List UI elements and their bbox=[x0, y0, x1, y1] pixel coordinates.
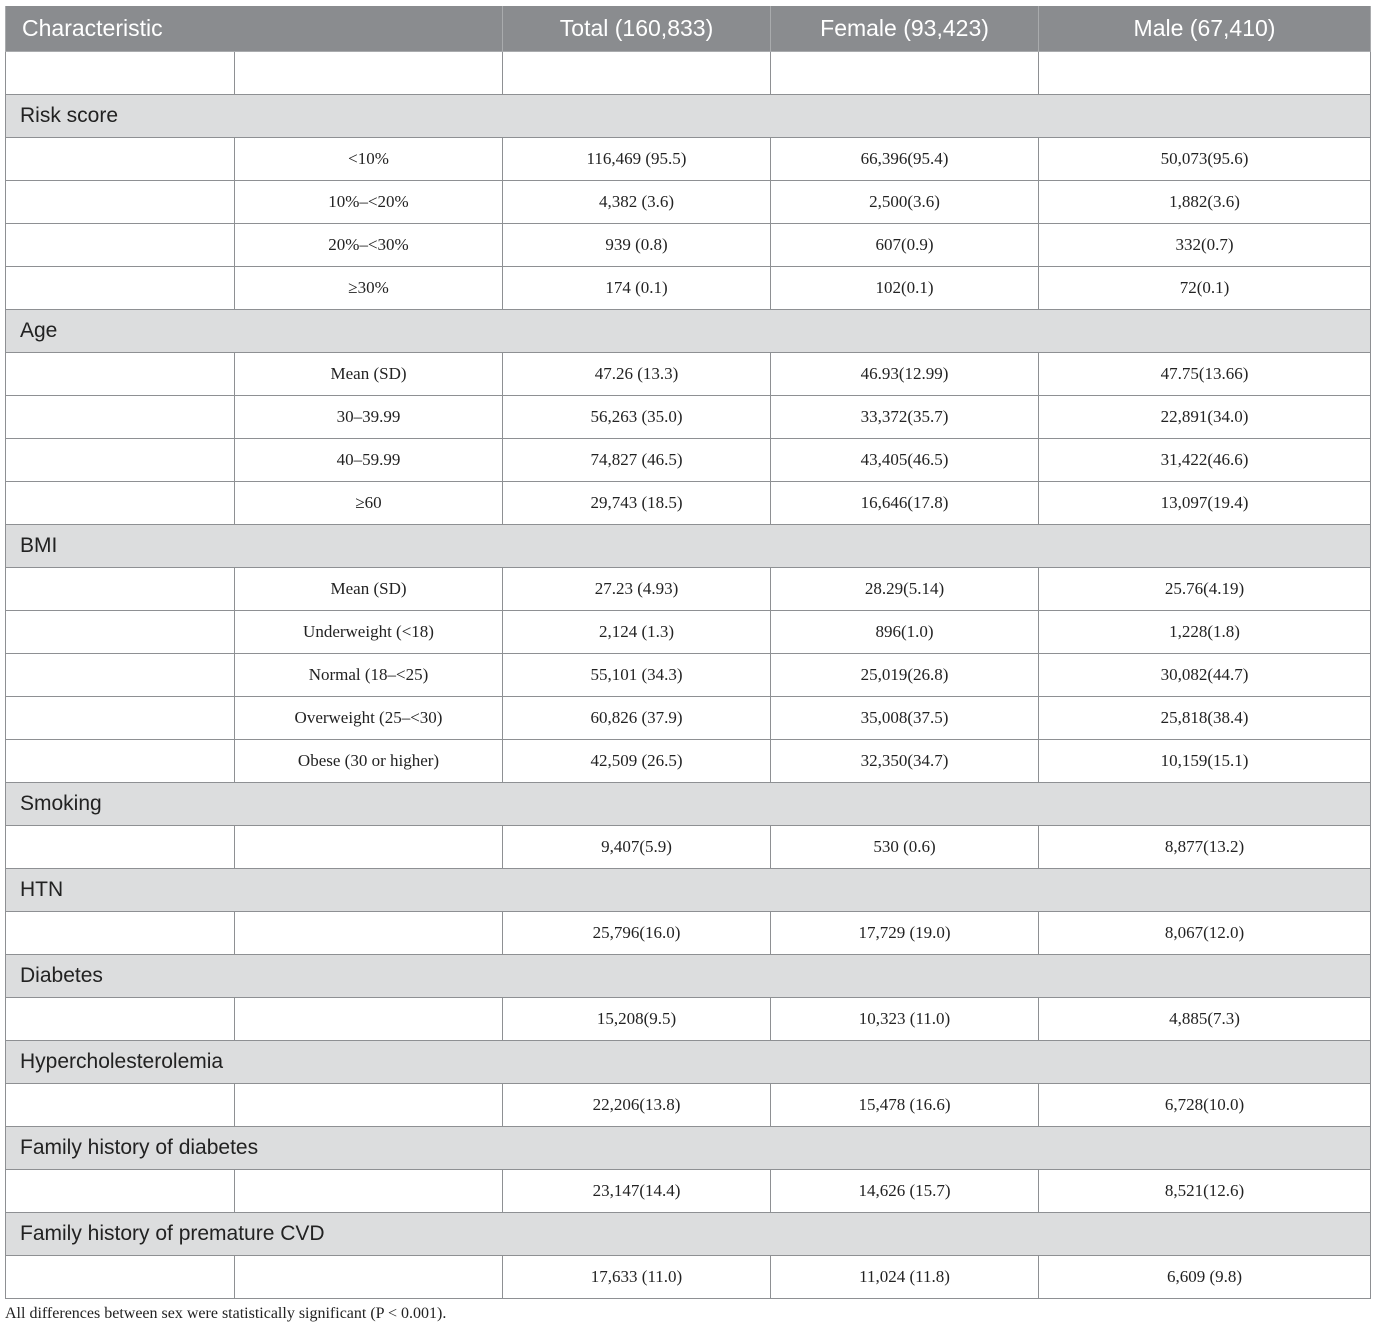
blank-row bbox=[6, 52, 1371, 95]
female-cell: 896(1.0) bbox=[771, 611, 1039, 654]
section-row bbox=[6, 1213, 1371, 1256]
empty-cell bbox=[6, 482, 235, 525]
subcategory-cell bbox=[235, 1170, 503, 1213]
female-cell: 66,396(95.4) bbox=[771, 138, 1039, 181]
total-cell: 29,743 (18.5) bbox=[503, 482, 771, 525]
male-cell: 1,228(1.8) bbox=[1039, 611, 1371, 654]
subcategory-cell: ≥30% bbox=[235, 267, 503, 310]
section-label: Hypercholesterolemia bbox=[6, 1041, 1371, 1084]
total-cell: 56,263 (35.0) bbox=[503, 396, 771, 439]
male-cell: 31,422(46.6) bbox=[1039, 439, 1371, 482]
empty-cell bbox=[6, 697, 235, 740]
header-characteristic: Characteristic bbox=[6, 6, 503, 52]
female-cell: 28.29(5.14) bbox=[771, 568, 1039, 611]
subcategory-cell: 40–59.99 bbox=[235, 439, 503, 482]
subcategory-cell bbox=[235, 912, 503, 955]
blank-cell bbox=[1039, 52, 1371, 95]
female-cell: 15,478 (16.6) bbox=[771, 1084, 1039, 1127]
male-cell: 10,159(15.1) bbox=[1039, 740, 1371, 783]
blank-cell bbox=[235, 52, 503, 95]
section-row bbox=[6, 1127, 1371, 1170]
subcategory-cell: ≥60 bbox=[235, 482, 503, 525]
male-cell: 22,891(34.0) bbox=[1039, 396, 1371, 439]
total-cell: 939 (0.8) bbox=[503, 224, 771, 267]
empty-cell bbox=[6, 740, 235, 783]
female-cell: 11,024 (11.8) bbox=[771, 1256, 1039, 1299]
empty-cell bbox=[6, 396, 235, 439]
male-cell: 30,082(44.7) bbox=[1039, 654, 1371, 697]
total-cell: 15,208(9.5) bbox=[503, 998, 771, 1041]
section-label: Family history of premature CVD bbox=[6, 1213, 1371, 1256]
total-cell: 23,147(14.4) bbox=[503, 1170, 771, 1213]
male-cell: 8,067(12.0) bbox=[1039, 912, 1371, 955]
empty-cell bbox=[6, 912, 235, 955]
subcategory-cell bbox=[235, 826, 503, 869]
male-cell: 72(0.1) bbox=[1039, 267, 1371, 310]
male-cell: 8,521(12.6) bbox=[1039, 1170, 1371, 1213]
subcategory-cell: 20%–<30% bbox=[235, 224, 503, 267]
total-cell: 60,826 (37.9) bbox=[503, 697, 771, 740]
section-row bbox=[6, 869, 1371, 912]
section-row bbox=[6, 95, 1371, 138]
male-cell: 8,877(13.2) bbox=[1039, 826, 1371, 869]
blank-cell bbox=[6, 52, 235, 95]
table-row bbox=[6, 611, 1371, 654]
table-row bbox=[6, 998, 1371, 1041]
male-cell: 13,097(19.4) bbox=[1039, 482, 1371, 525]
section-row bbox=[6, 955, 1371, 998]
female-cell: 33,372(35.7) bbox=[771, 396, 1039, 439]
section-label: Family history of diabetes bbox=[6, 1127, 1371, 1170]
subcategory-cell: Overweight (25–<30) bbox=[235, 697, 503, 740]
section-row bbox=[6, 1041, 1371, 1084]
subcategory-cell: 30–39.99 bbox=[235, 396, 503, 439]
table-row bbox=[6, 482, 1371, 525]
male-cell: 6,609 (9.8) bbox=[1039, 1256, 1371, 1299]
subcategory-cell: Mean (SD) bbox=[235, 353, 503, 396]
male-cell: 4,885(7.3) bbox=[1039, 998, 1371, 1041]
empty-cell bbox=[6, 611, 235, 654]
table-row bbox=[6, 267, 1371, 310]
section-label: HTN bbox=[6, 869, 1371, 912]
table-row bbox=[6, 568, 1371, 611]
table-row bbox=[6, 396, 1371, 439]
total-cell: 2,124 (1.3) bbox=[503, 611, 771, 654]
subcategory-cell: Mean (SD) bbox=[235, 568, 503, 611]
empty-cell bbox=[6, 1084, 235, 1127]
empty-cell bbox=[6, 353, 235, 396]
empty-cell bbox=[6, 654, 235, 697]
female-cell: 2,500(3.6) bbox=[771, 181, 1039, 224]
table-body bbox=[6, 52, 1371, 1299]
subcategory-cell: Obese (30 or higher) bbox=[235, 740, 503, 783]
female-cell: 43,405(46.5) bbox=[771, 439, 1039, 482]
empty-cell bbox=[6, 1256, 235, 1299]
blank-cell bbox=[503, 52, 771, 95]
empty-cell bbox=[6, 267, 235, 310]
total-cell: 47.26 (13.3) bbox=[503, 353, 771, 396]
section-label: Age bbox=[6, 310, 1371, 353]
table-row bbox=[6, 439, 1371, 482]
table-footnote: All differences between sex were statistically significant (P < 0.001). bbox=[5, 1305, 447, 1322]
table-row bbox=[6, 224, 1371, 267]
total-cell: 27.23 (4.93) bbox=[503, 568, 771, 611]
total-cell: 25,796(16.0) bbox=[503, 912, 771, 955]
section-label: BMI bbox=[6, 525, 1371, 568]
female-cell: 102(0.1) bbox=[771, 267, 1039, 310]
total-cell: 17,633 (11.0) bbox=[503, 1256, 771, 1299]
section-row bbox=[6, 525, 1371, 568]
female-cell: 16,646(17.8) bbox=[771, 482, 1039, 525]
empty-cell bbox=[6, 998, 235, 1041]
header-male: Male (67,410) bbox=[1039, 6, 1371, 52]
total-cell: 22,206(13.8) bbox=[503, 1084, 771, 1127]
female-cell: 14,626 (15.7) bbox=[771, 1170, 1039, 1213]
blank-cell bbox=[771, 52, 1039, 95]
table-row bbox=[6, 654, 1371, 697]
female-cell: 25,019(26.8) bbox=[771, 654, 1039, 697]
subcategory-cell: Underweight (<18) bbox=[235, 611, 503, 654]
table-row bbox=[6, 1170, 1371, 1213]
female-cell: 10,323 (11.0) bbox=[771, 998, 1039, 1041]
subcategory-cell: 10%–<20% bbox=[235, 181, 503, 224]
empty-cell bbox=[6, 224, 235, 267]
section-row bbox=[6, 310, 1371, 353]
empty-cell bbox=[6, 181, 235, 224]
header-total: Total (160,833) bbox=[503, 6, 771, 52]
female-cell: 35,008(37.5) bbox=[771, 697, 1039, 740]
total-cell: 116,469 (95.5) bbox=[503, 138, 771, 181]
male-cell: 332(0.7) bbox=[1039, 224, 1371, 267]
subcategory-cell bbox=[235, 1084, 503, 1127]
header-row bbox=[6, 6, 1371, 52]
male-cell: 50,073(95.6) bbox=[1039, 138, 1371, 181]
table-row bbox=[6, 1084, 1371, 1127]
total-cell: 74,827 (46.5) bbox=[503, 439, 771, 482]
male-cell: 25.76(4.19) bbox=[1039, 568, 1371, 611]
subcategory-cell: Normal (18–<25) bbox=[235, 654, 503, 697]
total-cell: 42,509 (26.5) bbox=[503, 740, 771, 783]
female-cell: 530 (0.6) bbox=[771, 826, 1039, 869]
table-row bbox=[6, 912, 1371, 955]
male-cell: 1,882(3.6) bbox=[1039, 181, 1371, 224]
subcategory-cell: <10% bbox=[235, 138, 503, 181]
total-cell: 9,407(5.9) bbox=[503, 826, 771, 869]
empty-cell bbox=[6, 138, 235, 181]
empty-cell bbox=[6, 568, 235, 611]
empty-cell bbox=[6, 439, 235, 482]
table-row bbox=[6, 1256, 1371, 1299]
total-cell: 174 (0.1) bbox=[503, 267, 771, 310]
section-label: Smoking bbox=[6, 783, 1371, 826]
empty-cell bbox=[6, 826, 235, 869]
header-female: Female (93,423) bbox=[771, 6, 1039, 52]
table-row bbox=[6, 740, 1371, 783]
male-cell: 47.75(13.66) bbox=[1039, 353, 1371, 396]
section-label: Risk score bbox=[6, 95, 1371, 138]
female-cell: 32,350(34.7) bbox=[771, 740, 1039, 783]
table-row bbox=[6, 181, 1371, 224]
female-cell: 46.93(12.99) bbox=[771, 353, 1039, 396]
female-cell: 607(0.9) bbox=[771, 224, 1039, 267]
male-cell: 6,728(10.0) bbox=[1039, 1084, 1371, 1127]
total-cell: 55,101 (34.3) bbox=[503, 654, 771, 697]
empty-cell bbox=[6, 1170, 235, 1213]
subcategory-cell bbox=[235, 1256, 503, 1299]
subcategory-cell bbox=[235, 998, 503, 1041]
section-label: Diabetes bbox=[6, 955, 1371, 998]
table-row bbox=[6, 353, 1371, 396]
male-cell: 25,818(38.4) bbox=[1039, 697, 1371, 740]
total-cell: 4,382 (3.6) bbox=[503, 181, 771, 224]
female-cell: 17,729 (19.0) bbox=[771, 912, 1039, 955]
section-row bbox=[6, 783, 1371, 826]
table-row bbox=[6, 697, 1371, 740]
table-row bbox=[6, 826, 1371, 869]
table-row bbox=[6, 138, 1371, 181]
characteristics-table bbox=[5, 6, 1371, 1299]
